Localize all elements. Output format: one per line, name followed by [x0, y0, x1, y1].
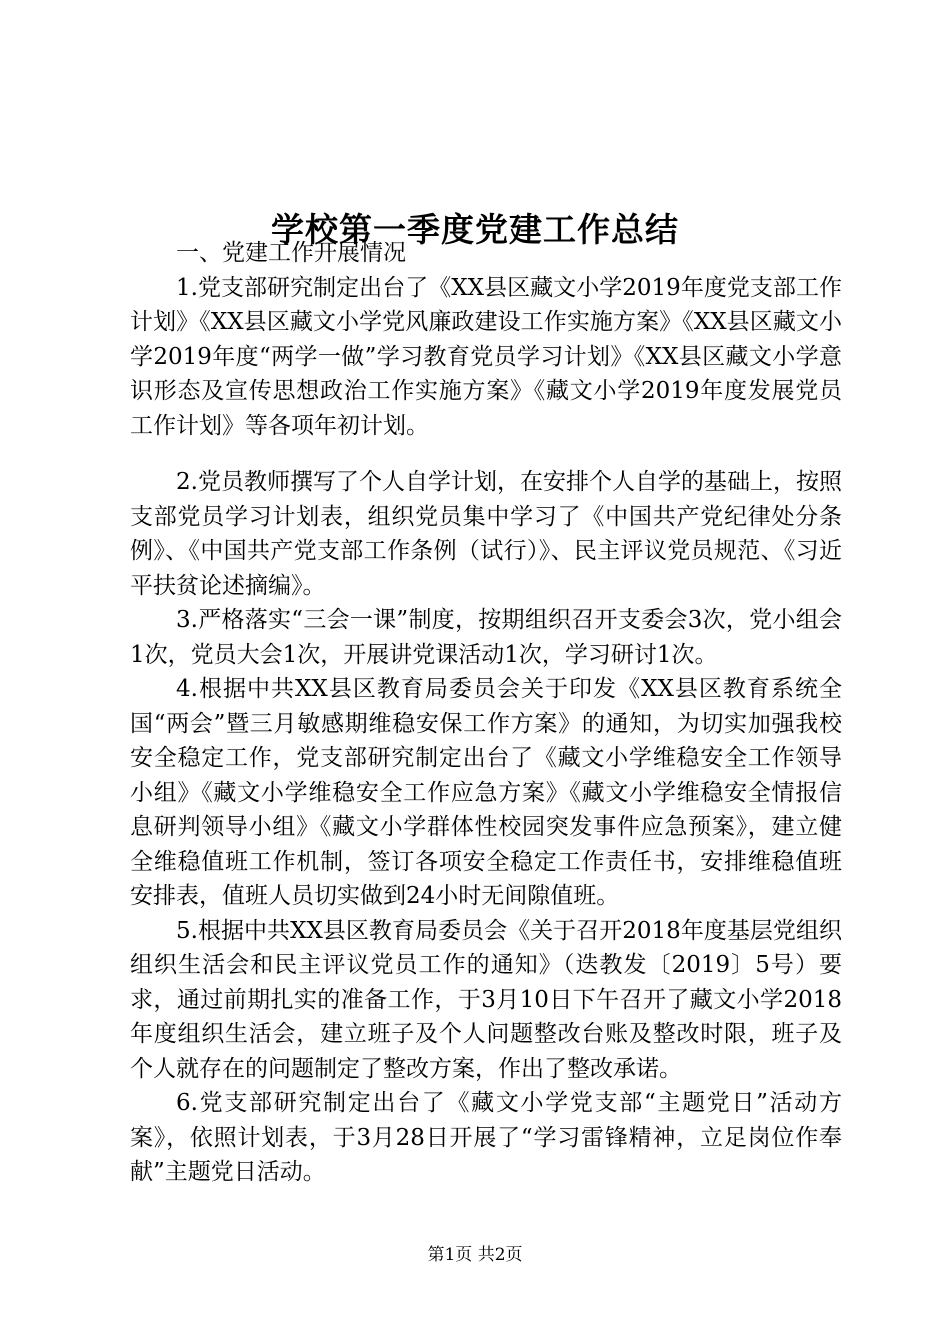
paragraph-3: 3.严格落实“三会一课”制度，按期组织召开支委会3次，党小组会1次，党员大会1次，开展讲党课活动1次，学习研讨1次。 [130, 607, 842, 668]
paragraph-4: 4.根据中共XX县区教育局委员会关于印发《XX县区教育系统全国“两会”暨三月敏感期维稳安保工作方案》的通知，为切实加强我校安全稳定工作，党支部研究制定出台了《藏文小学维稳安全工作领导小组》《藏文小学维稳安全工作应急方案》《藏文小学维稳安全情报信息研判领导小组》《藏文小学群体性校园突发事件应急预案》，建立健全维稳值班工作机制，签订各项安全稳定工作责任书，安排维稳值班安排表，值班人员切实做到24小时无间隙值班。 [130, 676, 842, 909]
paragraph-1: 1.党支部研究制定出台了《XX县区藏文小学2019年度党支部工作计划》《XX县区藏文小学党风廉政建设工作实施方案》《XX县区藏文小学2019年度“两学一做”学习教育党员学习计划》《XX县区藏文小学意识形态及宣传思想政治工作实施方案》《藏文小学2019年度发展党员工作计划》等各项年初计划。 [130, 274, 842, 439]
paragraph-2: 2.党员教师撰写了个人自学计划，在安排个人自学的基础上，按照支部党员学习计划表，组织党员集中学习了《中国共产党纪律处分条例》、《中国共产党支部工作条例（试行）》、民主评议党员规范、《习近平扶贫论述摘编》。 [130, 469, 842, 599]
section-heading: 一、党建工作开展情况 [176, 240, 406, 266]
document-body [130, 236, 842, 1190]
document-title: 学校第一季度党建工作总结 [271, 210, 679, 250]
paragraph-5: 5.根据中共XX县区教育局委员会《关于召开2018年度基层党组织组织生活会和民主评议党员工作的通知》（迭教发〔2019〕5号）要求，通过前期扎实的准备工作，于3月10日下午召开了藏文小学2018年度组织生活会，建立班子及个人问题整改台账及整改时限，班子及个人就存在的问题制定了整改方案，作出了整改承诺。 [130, 917, 842, 1082]
page-footer: 第1页 共2页 [427, 1245, 523, 1265]
paragraph-6: 6.党支部研究制定出台了《藏文小学党支部“主题党日”活动方案》，依照计划表，于3月28日开展了“学习雷锋精神，立足岗位作奉献”主题党日活动。 [130, 1090, 842, 1185]
